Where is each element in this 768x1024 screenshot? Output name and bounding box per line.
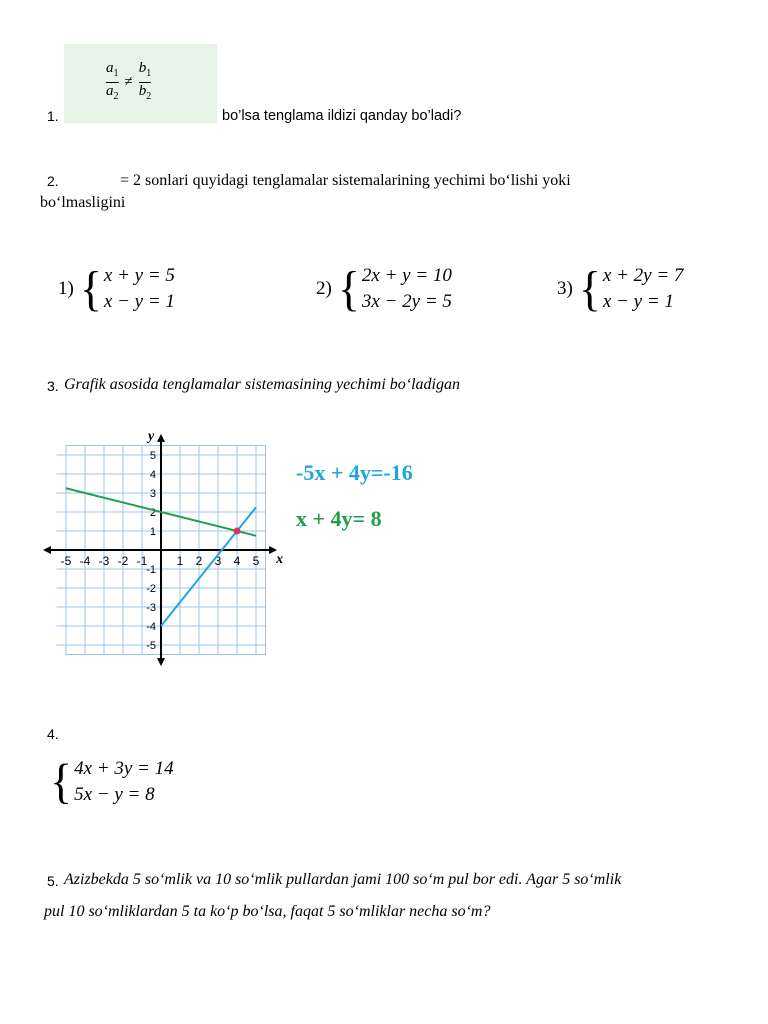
system-2-label: 2) (316, 278, 332, 299)
frac-b-num: b (138, 60, 147, 76)
system-2-eq1: 2x + y = 10 (361, 265, 452, 286)
system-4-eq2: 5x − y = 8 (74, 784, 155, 805)
y-axis-arrow-down (157, 658, 165, 666)
q2-number: 2. (47, 173, 59, 189)
not-equal-sign: ≠ (124, 74, 133, 90)
frac-a-num-sub: 1 (113, 68, 119, 79)
q3-number: 3. (47, 378, 59, 394)
y-tick-label: 3 (149, 488, 156, 500)
system-3-label: 3) (557, 278, 573, 299)
intersection-point (234, 528, 241, 535)
system-4 (50, 754, 174, 809)
y-tick-label: -1 (146, 564, 156, 576)
system-2 (316, 261, 452, 316)
y-tick-label: -3 (146, 602, 156, 614)
q5-number: 5. (47, 873, 59, 889)
q2-line2: bo‘lmasligini (40, 194, 126, 211)
system-2-eq2: 3x − 2y = 5 (361, 291, 452, 312)
frac-a-num: a (106, 60, 114, 76)
brace: { (79, 261, 102, 316)
x-tick-label: 5 (252, 554, 260, 568)
fraction-a (106, 60, 119, 105)
x-axis-arrow-left (43, 546, 51, 554)
series-line-blue (161, 507, 256, 626)
y-tick-label: 2 (149, 507, 156, 519)
x-tick-label: -1 (136, 554, 148, 568)
frac-a-den-sub: 2 (113, 91, 119, 102)
x-tick-label: -3 (98, 554, 110, 568)
system-1 (58, 261, 175, 316)
y-tick-label: 5 (149, 450, 156, 462)
x-tick-label: -2 (117, 554, 129, 568)
q5-line1: Azizbekda 5 so‘mlik va 10 so‘mlik pullardan jami 100 so‘m pul bor edi. Agar 5 so‘mlik (64, 871, 622, 888)
q1-formula (106, 60, 151, 105)
system-1-eq1: x + y = 5 (103, 265, 175, 286)
system-4-eq1: 4x + 3y = 14 (74, 758, 174, 779)
coordinate-graph (40, 428, 284, 664)
frac-b-num-sub: 1 (146, 68, 152, 79)
y-tick-label: -5 (146, 640, 156, 652)
x-tick-label: 1 (176, 554, 184, 568)
x-tick-label: 3 (214, 554, 222, 568)
y-tick-label: -4 (146, 621, 156, 633)
q1-number: 1. (47, 108, 59, 124)
system-3-eq1: x + 2y = 7 (602, 265, 684, 286)
x-tick-label: -5 (60, 554, 72, 568)
y-tick-label: -2 (146, 583, 156, 595)
brace: { (337, 261, 360, 316)
frac-a-den: a (106, 83, 114, 99)
q2-line1: = 2 sonlari quyidagi tenglamalar sistemalarining yechimi bo‘lishi yoki (120, 172, 571, 189)
system-1-eq2: x − y = 1 (103, 291, 175, 312)
system-3-eq2: x − y = 1 (602, 291, 674, 312)
system-3 (557, 261, 684, 316)
y-axis-label: y (148, 428, 155, 444)
q1-text: bo’lsa tenglama ildizi qanday bo’ladi? (222, 108, 462, 124)
q3-text: Grafik asosida tenglamalar sistemasining yechimi bo‘ladigan (64, 376, 460, 393)
system-1-label: 1) (58, 278, 74, 299)
y-tick-label: 1 (149, 526, 156, 538)
fraction-b (139, 60, 152, 105)
equation-green: x + 4y= 8 (296, 506, 382, 531)
x-tick-label: -4 (79, 554, 91, 568)
brace: { (50, 754, 73, 809)
equation-blue: -5x + 4y=-16 (296, 460, 413, 485)
x-tick-label: 4 (233, 554, 241, 568)
x-axis-label: x (276, 552, 284, 567)
frac-b-den-sub: 2 (146, 91, 152, 102)
q5-line2: pul 10 so‘mliklardan 5 ta ko‘p bo‘lsa, faqat 5 so‘mliklar necha so‘m? (44, 903, 491, 920)
y-axis-arrow-up (157, 434, 165, 442)
frac-b-den: b (138, 83, 147, 99)
x-tick-label: 2 (195, 554, 203, 568)
q4-number: 4. (47, 726, 59, 742)
y-tick-label: 4 (149, 469, 156, 481)
brace: { (578, 261, 601, 316)
q1-formula-box (64, 44, 217, 123)
